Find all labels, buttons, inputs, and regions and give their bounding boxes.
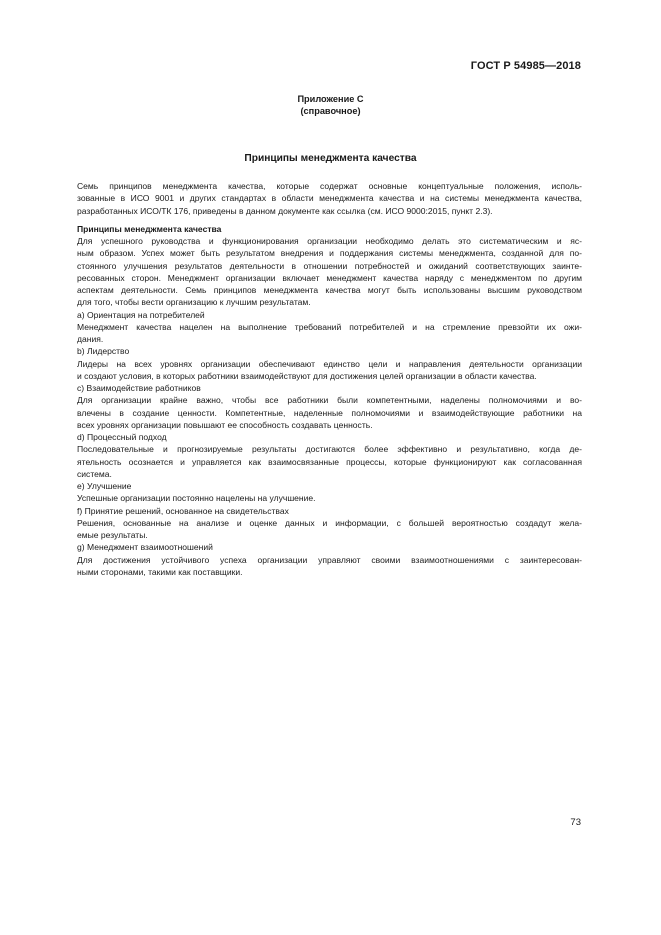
section-title: Принципы менеджмента качества: [244, 153, 417, 164]
general-line: Для успешного руководства и функционирования организации необходимо делать это систематическим и яс-: [77, 236, 582, 246]
principle-text-line: Менеджмент качества нацелен на выполнение требований потребителей и на стремление превзойти их ожи-: [77, 321, 582, 332]
principle-text-line: емые результаты.: [77, 530, 148, 540]
general-line: для того, чтобы вести организацию к лучшим результатам.: [77, 297, 311, 308]
intro-line: зованные в ИСО 9001 и других стандартах в области менеджмента качества и на системы менеджмента качества,: [77, 193, 582, 204]
principle-title: g) Менеджмент взаимоотношений: [77, 542, 213, 553]
document-code: ГОСТ Р 54985—2018: [470, 60, 581, 72]
subheading: Принципы менеджмента качества: [77, 223, 222, 234]
annex-title: Приложение С: [297, 94, 364, 104]
principle-title: а) Ориентация на потребителей: [77, 309, 205, 320]
general-paragraph: [77, 235, 582, 309]
general-line: ным образом. Успех может быть результатом внедрения и поддержания системы менеджмента, созданной для по-: [77, 248, 582, 259]
general-line: ресованных сторон. Менеджмент организации включает менеджмент качества наряду с менеджментом по другим: [77, 272, 582, 283]
principle-text-line: дания.: [77, 334, 104, 344]
principle-title: b) Лидерство: [77, 346, 130, 357]
principles-list: [77, 309, 582, 579]
principle-text-line: всех уровнях организации повышают ее способность создавать ценность.: [77, 419, 373, 430]
annex-heading: [0, 93, 661, 117]
principle-text-line: Последовательные и прогнозируемые результаты достигаются более эффективно и результативно, когда де-: [77, 444, 582, 455]
principle-title: f) Принятие решений, основанное на свидетельствах: [77, 505, 289, 516]
page-number: 73: [570, 817, 581, 828]
principle-text-line: ятельность осознается и управляется как взаимосвязанные процессы, которые функционируют как согласованная: [77, 456, 582, 467]
intro-paragraph: [77, 180, 582, 217]
general-line: стоянного улучшения результатов деятельности в отношении потребностей и ожиданий соответствующих заинте-: [77, 260, 582, 271]
principle-text-line: Для организации крайне важно, чтобы все работники были компетентными, наделены полномочиями и во-: [77, 395, 582, 406]
general-line: аспектам деятельности. Семь принципов менеджмента качества могут быть использованы высшим руководством: [77, 285, 582, 295]
principle-text-line: и создают условия, в которых работники взаимодействуют для достижения целей организации в области качества.: [77, 370, 537, 381]
principle-title: c) Взаимодействие работников: [77, 383, 201, 393]
principle-title: d) Процессный подход: [77, 432, 167, 442]
principle-text-line: Для достижения устойчивого успеха организации управляют своими взаимоотношениями с заинтересован-: [77, 554, 582, 565]
principle-text-line: Решения, основанные на анализе и оценке данных и информации, с большей вероятностью создадут жела-: [77, 517, 582, 528]
principle-text-line: ными сторонами, такими как поставщики.: [77, 566, 243, 577]
principle-text-line: влечены в создание ценности. Компетентные, наделенные полномочиями и взаимодействующие работники на: [77, 407, 582, 418]
document-body: [77, 180, 582, 578]
principle-text-line: система.: [77, 468, 112, 479]
principle-text-line: Лидеры на всех уровнях организации обеспечивают единство цели и направления деятельности организации: [77, 358, 582, 369]
intro-line: Семь принципов менеджмента качества, которые содержат основные концептуальные положения, исполь-: [77, 181, 582, 191]
principle-title: е) Улучшение: [77, 481, 132, 491]
annex-subtitle: (справочное): [300, 106, 361, 116]
principle-text-line: Успешные организации постоянно нацелены на улучшение.: [77, 493, 316, 504]
intro-line: разработанных ИСО/ТК 176, приведены в данном документе как ссылка (см. ИСО 9000:2015, пункт 2.3).: [77, 205, 493, 216]
